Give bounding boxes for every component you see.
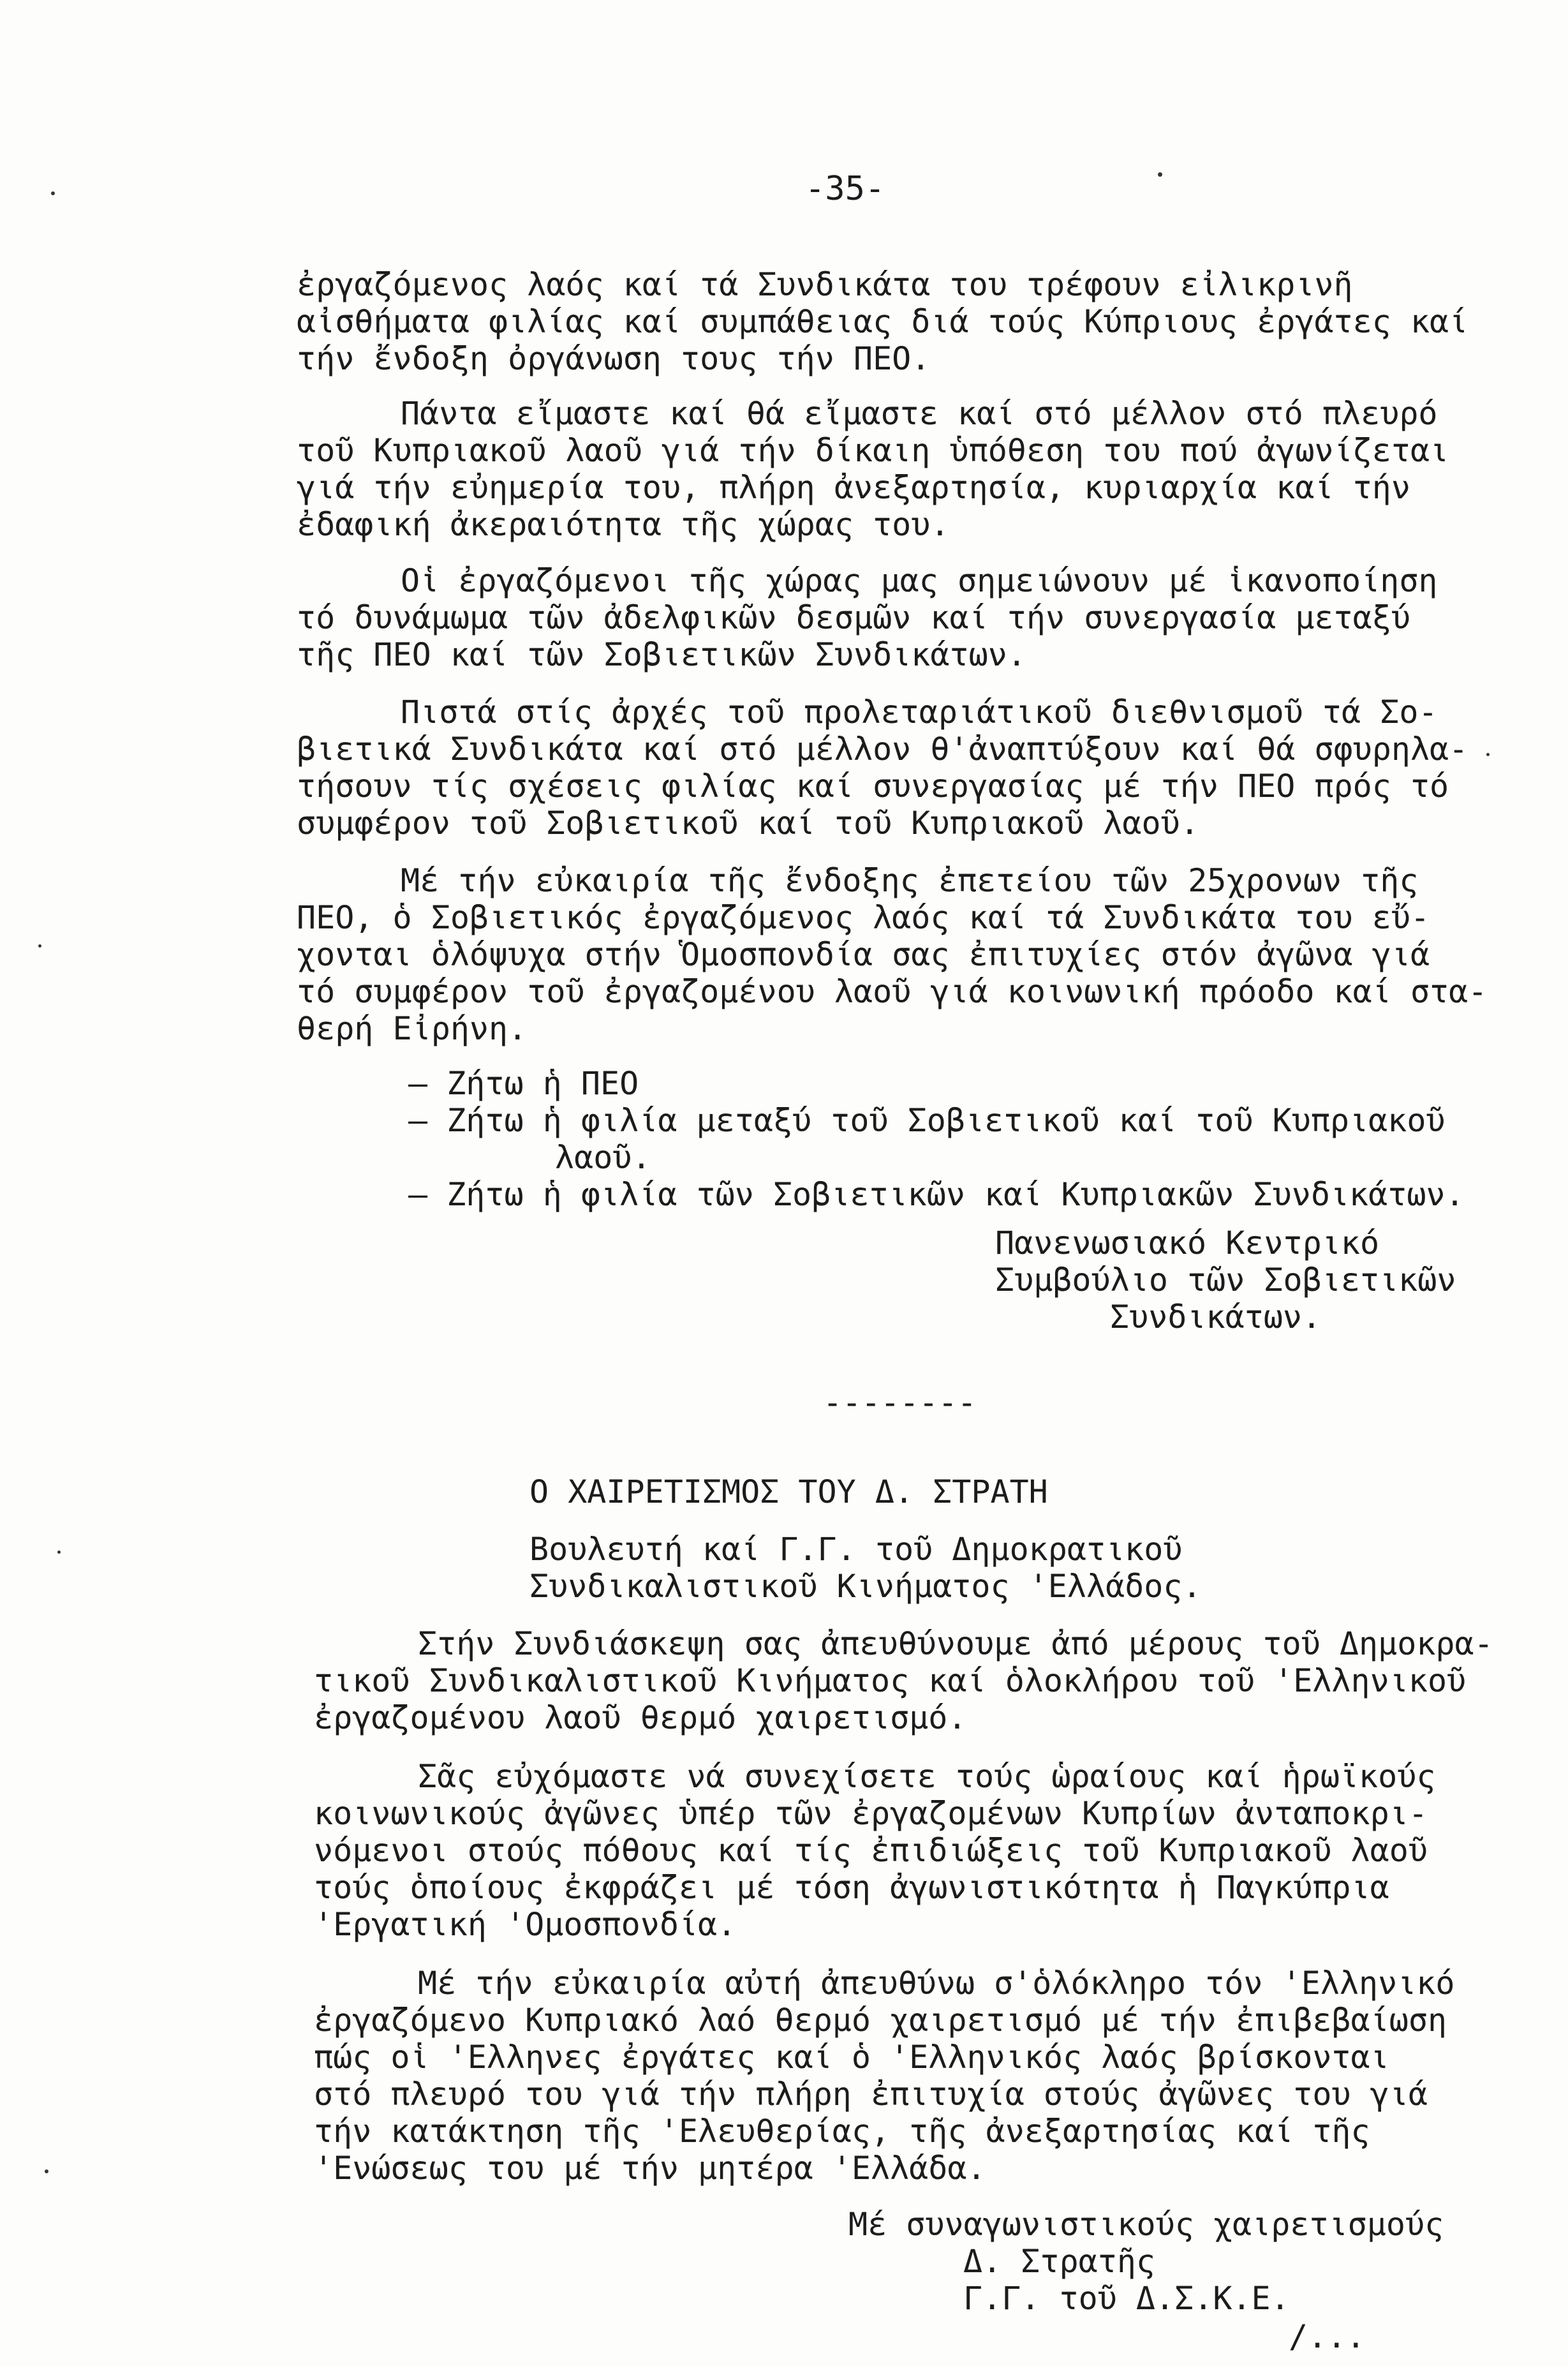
paragraph-7-line-4: τούς ὁποίους ἐκφράζει μέ τόση ἀγωνιστικότητα ἡ Παγκύπρια: [314, 1869, 1389, 1906]
slogan-3: – Ζήτω ἡ φιλία τῶν Σοβιετικῶν καί Κυπριακῶν Συνδικάτων.: [408, 1176, 1465, 1213]
subtitle-line-2: Συνδικαλιστικοῦ Κινήματος 'Ελλάδος.: [529, 1568, 1202, 1605]
scan-speck: [57, 1551, 61, 1554]
signature-1-line-1: Πανενωσιακό Κεντρικό: [995, 1224, 1380, 1261]
paragraph-4-line-2: βιετικά Συνδικάτα καί στό μέλλον θ'ἀναπτύξουν καί θά σφυρηλα-: [297, 731, 1468, 768]
section-title: Ο ΧΑΙΡΕΤΙΣΜΟΣ ΤΟΥ Δ. ΣΤΡΑΤΗ: [529, 1473, 1048, 1510]
scan-speck: [38, 944, 41, 948]
scan-speck: [45, 2169, 48, 2173]
continuation-mark: /...: [1289, 2318, 1366, 2355]
paragraph-1-line-3: τήν ἔνδοξη ὀργάνωση τους τήν ΠΕΟ.: [297, 340, 931, 377]
paragraph-7-line-1: Σᾶς εὐχόμαστε νά συνεχίσετε τούς ὡραίους καί ἡρωϊκούς: [418, 1758, 1436, 1795]
signature-1-line-2: Συμβούλιο τῶν Σοβιετικῶν: [995, 1261, 1456, 1298]
signature-2-name: Δ. Στρατῆς: [963, 2243, 1156, 2280]
paragraph-2-line-3: γιά τήν εὐημερία του, πλήρη ἀνεξαρτησία, κυριαρχία καί τήν: [297, 469, 1410, 506]
paragraph-7-line-5: 'Εργατική 'Ομοσπονδία.: [314, 1906, 737, 1943]
paragraph-5-line-1: Μέ τήν εὐκαιρία τῆς ἔνδοξης ἐπετείου τῶν 25χρονων τῆς: [401, 862, 1419, 899]
subtitle-line-1: Βουλευτή καί Γ.Γ. τοῦ Δημοκρατικοῦ: [529, 1531, 1183, 1568]
closing-salutation: Μέ συναγωνιστικούς χαιρετισμούς: [848, 2206, 1444, 2243]
paragraph-8-line-3: πώς οἱ 'Ελληνες ἐργάτες καί ὁ 'Ελληνικός λαός βρίσκονται: [314, 2039, 1389, 2076]
paragraph-3-line-1: Οἱ ἐργαζόμενοι τῆς χώρας μας σημειώνουν μέ ἱκανοποίηση: [401, 562, 1438, 599]
paragraph-2-line-2: τοῦ Κυπριακοῦ λαοῦ γιά τήν δίκαιη ὑπόθεση του πού ἀγωνίζεται: [297, 432, 1449, 469]
page-number: -35-: [805, 170, 885, 208]
scan-speck: [1486, 753, 1490, 756]
paragraph-6-line-2: τικοῦ Συνδικαλιστικοῦ Κινήματος καί ὁλοκλήρου τοῦ 'Ελληνικοῦ: [314, 1662, 1467, 1699]
paragraph-3-line-2: τό δυνάμωμα τῶν ἀδελφικῶν δεσμῶν καί τήν συνεργασία μεταξύ: [297, 599, 1410, 636]
paragraph-4-line-3: τήσουν τίς σχέσεις φιλίας καί συνεργασίας μέ τήν ΠΕΟ πρός τό: [297, 768, 1449, 805]
paragraph-8-line-2: ἐργαζόμενο Κυπριακό λαό θερμό χαιρετισμό μέ τήν ἐπιβεβαίωση: [314, 2002, 1447, 2039]
paragraph-8-line-6: 'Ενώσεως του μέ τήν μητέρα 'Ελλάδα.: [314, 2150, 986, 2187]
paragraph-8-line-5: τήν κατάκτηση τῆς 'Ελευθερίας, τῆς ἀνεξαρτησίας καί τῆς: [314, 2113, 1370, 2150]
paragraph-8-line-4: στό πλευρό του γιά τήν πλήρη ἐπιτυχία στούς ἀγῶνες του γιά: [314, 2076, 1428, 2113]
paragraph-5-line-2: ΠΕΟ, ὁ Σοβιετικός ἐργαζόμενος λαός καί τά Συνδικάτα του εὔ-: [297, 899, 1430, 936]
slogan-1: – Ζήτω ἡ ΠΕΟ: [408, 1065, 639, 1102]
section-divider: --------: [823, 1384, 977, 1421]
paragraph-4-line-4: συμφέρον τοῦ Σοβιετικοῦ καί τοῦ Κυπριακοῦ λαοῦ.: [297, 805, 1199, 842]
paragraph-7-line-3: νόμενοι στούς πόθους καί τίς ἐπιδιώξεις τοῦ Κυπριακοῦ λαοῦ: [314, 1832, 1428, 1869]
paragraph-1-line-2: αἰσθήματα φιλίας καί συμπάθειας διά τούς Κύπριους ἐργάτες καί: [297, 303, 1468, 340]
paragraph-5-line-5: θερή Εἰρήνη.: [297, 1010, 528, 1047]
signature-2-title: Γ.Γ. τοῦ Δ.Σ.Κ.Ε.: [963, 2280, 1290, 2317]
paragraph-4-line-1: Πιστά στίς ἀρχές τοῦ προλεταριάτικοῦ διεθνισμοῦ τά Σο-: [401, 694, 1438, 731]
signature-1-line-3: Συνδικάτων.: [1110, 1298, 1322, 1336]
paragraph-1-line-1: ἐργαζόμενος λαός καί τά Συνδικάτα του τρέφουν εἰλικρινῆ: [297, 266, 1353, 303]
slogan-2: – Ζήτω ἡ φιλία μεταξύ τοῦ Σοβιετικοῦ καί τοῦ Κυπριακοῦ: [408, 1102, 1446, 1139]
scan-speck: [51, 191, 55, 195]
paragraph-7-line-2: κοινωνικούς ἀγῶνες ὑπέρ τῶν ἐργαζομένων Κυπρίων ἀνταποκρι-: [314, 1795, 1428, 1832]
paragraph-3-line-3: τῆς ΠΕΟ καί τῶν Σοβιετικῶν Συνδικάτων.: [297, 636, 1026, 673]
paragraph-8-line-1: Μέ τήν εὐκαιρία αὐτή ἀπευθύνω σ'ὁλόκληρο τόν 'Ελληνικό: [418, 1965, 1455, 2002]
paragraph-6-line-3: ἐργαζομένου λαοῦ θερμό χαιρετισμό.: [314, 1699, 967, 1736]
scan-speck: [1158, 172, 1162, 177]
paragraph-6-line-1: Στήν Συνδιάσκεψη σας ἀπευθύνουμε ἀπό μέρους τοῦ Δημοκρα-: [418, 1625, 1493, 1662]
paragraph-2-line-1: Πάντα εἴμαστε καί θά εἴμαστε καί στό μέλλον στό πλευρό: [401, 395, 1438, 432]
paragraph-5-line-4: τό συμφέρον τοῦ ἐργαζομένου λαοῦ γιά κοινωνική πρόοδο καί στα-: [297, 973, 1488, 1010]
paragraph-5-line-3: χονται ὁλόψυχα στήν Ὁμοσπονδία σας ἐπιτυχίες στόν ἀγῶνα γιά: [297, 936, 1430, 973]
paragraph-2-line-4: ἐδαφική ἀκεραιότητα τῆς χώρας του.: [297, 506, 950, 543]
slogan-2-cont: λαοῦ.: [555, 1139, 651, 1176]
